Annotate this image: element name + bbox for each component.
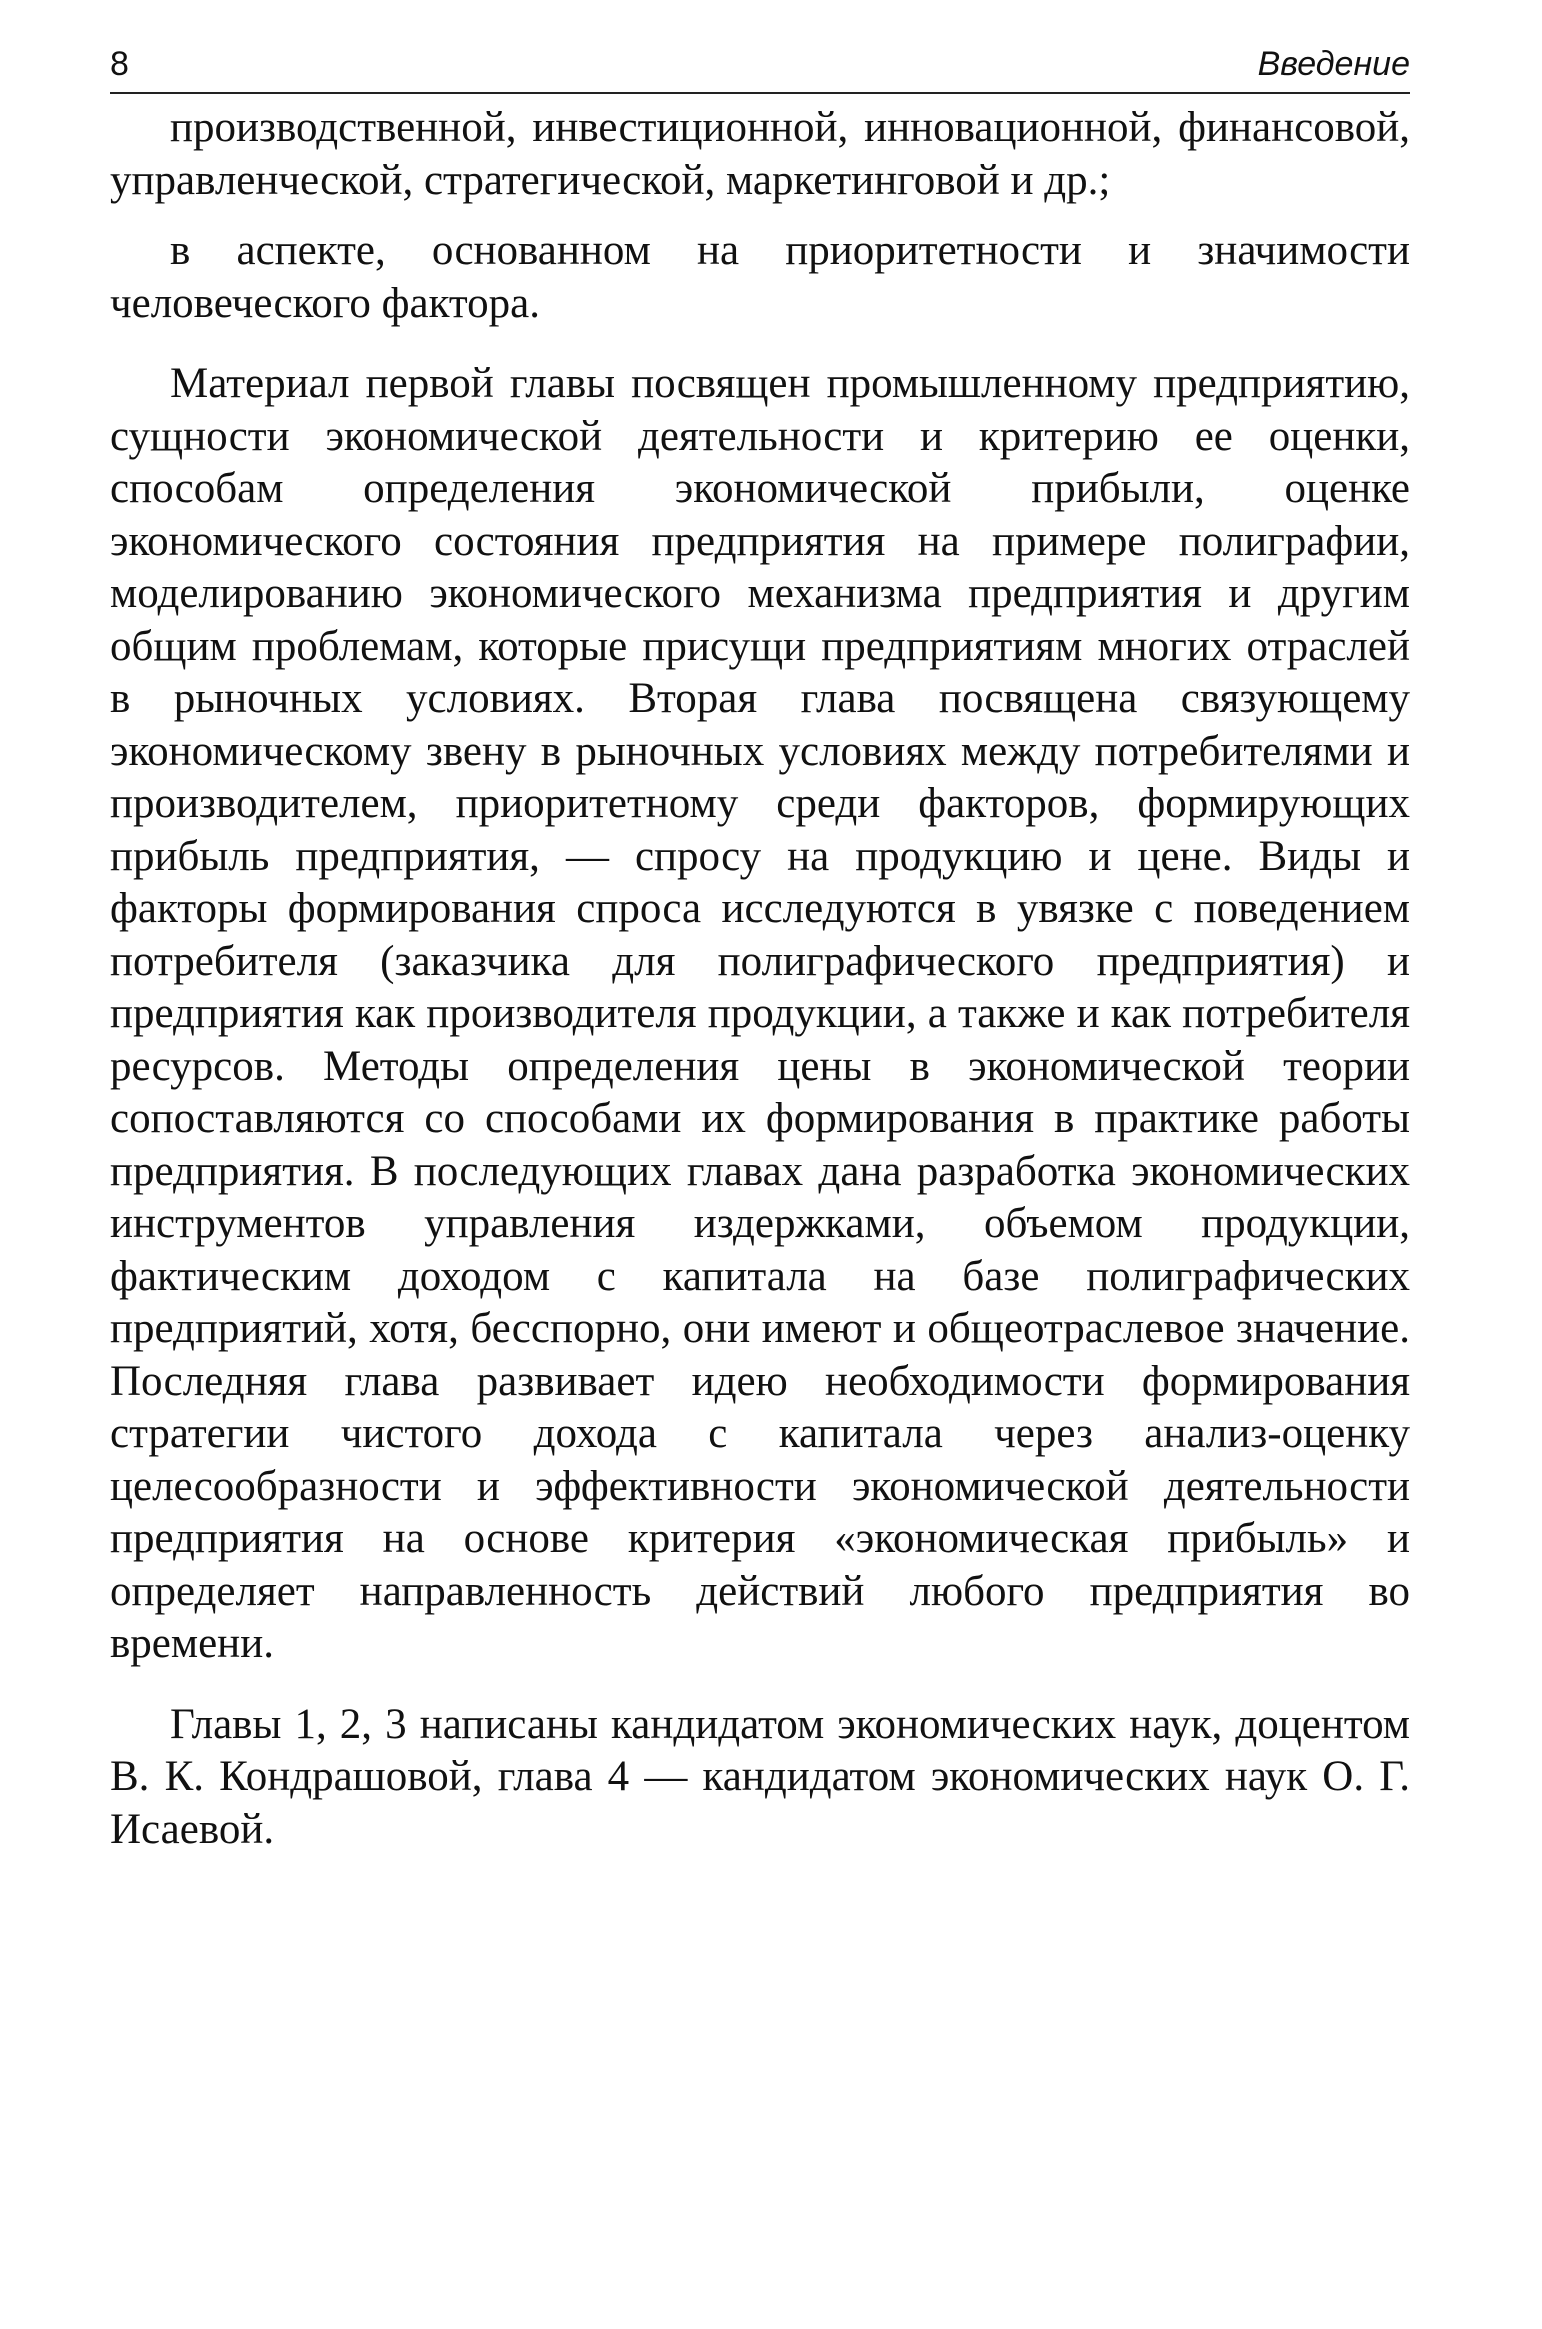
page-header bbox=[110, 40, 1410, 94]
paragraph-chapter-overview: Материал первой главы посвящен промышленному предприятию, сущности экономической деятельности и критерию ее оценки, способам определения экономической прибыли, оценке экономического состояния предприятия на примере полиграфии, моделированию экономического механизма предприятия и другим общим проблемам, которые присущи предприятиям многих отраслей в рыночных условиях. Вторая глава посвящена связующему экономическому звену в рыночных условиях между потребителями и производителем, приоритетному среди факторов, формирующих прибыль предприятия, — спросу на продукцию и цене. Виды и факторы формирования спроса исследуются в увязке с поведением потребителя (заказчика для полиграфического предприятия) и предприятия как производителя продукции, а также и как потребителя ресурсов. Методы определения цены в экономической теории сопоставляются со способами их формирования в практике работы предприятия. В последующих главах дана разработка экономических инструментов управления издержками, объемом продукции, фактическим доходом с капитала на базе полиграфических предприятий, хотя, бесспорно, они имеют и общеотраслевое значение. Последняя глава развивает идею необходимости формирования стратегии чистого дохода с капитала через анализ-оценку целесообразности и эффективности экономической деятельности предприятия на основе критерия «экономическая прибыль» и определяет направленность действий любого предприятия во времени. bbox=[110, 360, 1410, 1667]
paragraph-list-continuation: производственной, инвестиционной, инновационной, финансовой, управленческой, стратегической, маркетинговой и др.; bbox=[110, 104, 1410, 204]
page-number: 8 bbox=[110, 45, 129, 83]
running-title: Введение bbox=[1257, 45, 1410, 83]
paragraph-list-item: в аспекте, основанном на приоритетности и значимости человеческого фактора. bbox=[110, 227, 1410, 327]
body-text bbox=[110, 102, 1410, 1856]
paragraph-authors: Главы 1, 2, 3 написаны кандидатом экономических наук, доцентом В. К. Кондрашовой, глава 4 — кандидатом экономических наук О. Г. Исаевой. bbox=[110, 1700, 1410, 1853]
